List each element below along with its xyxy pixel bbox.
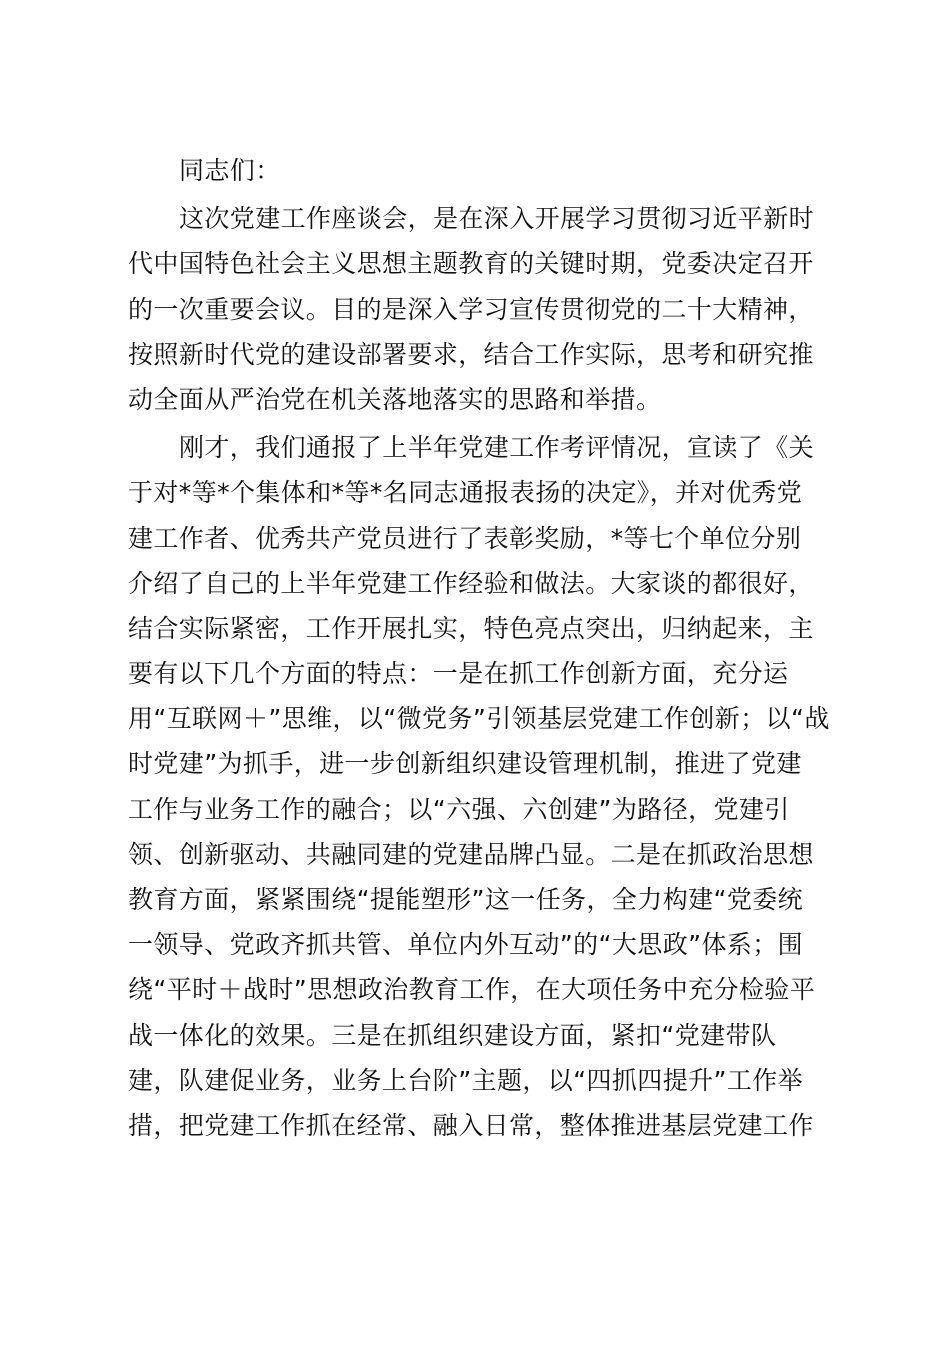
paragraph-line: 这次党建工作座谈会，是在深入开展学习贯彻习近平新时 [179,204,815,234]
paragraph-line: 于对*等*个集体和*等*名同志通报表扬的决定》，并对优秀党 [128,478,803,508]
paragraph-line: 动全面从严治党在机关落地落实的思路和举措。 [128,384,662,414]
paragraph-line: 结合实际紧密，工作开展扎实，特色亮点突出，归纳起来，主 [128,613,814,643]
paragraph-line: 工作与业务工作的融合；以“六强、六创建”为路径，党建引 [128,794,790,824]
paragraph-line: 建，队建促业务，业务上台阶”主题，以“四抓四提升”工作举 [128,1065,804,1095]
paragraph-line: 刚才，我们通报了上半年党建工作考评情况，宣读了《关 [179,433,815,463]
paragraph-line: 的一次重要会议。目的是深入学习宣传贯彻党的二十大精神， [128,294,814,324]
document-body [128,148,828,1148]
paragraph-line: 要有以下几个方面的特点：一是在抓工作创新方面，充分运 [128,659,789,689]
paragraph-line: 一领导、党政齐抓共管、单位内外互动”的“大思政”体系；围 [128,930,804,960]
paragraph-line: 用“互联网＋”思维，以“微党务”引领基层党建工作创新；以“战 [128,704,830,734]
paragraph-line: 时党建”为抓手，进一步创新组织建设管理机制，推进了党建 [128,749,802,779]
paragraph-line: 绕“平时＋战时”思想政治教育工作，在大项任务中充分检验平 [128,975,816,1005]
paragraph-review [128,425,828,1148]
paragraph-line: 领、创新驱动、共融同建的党建品牌凸显。二是在抓政治思想 [128,839,814,869]
paragraph-line: 按照新时代党的建设部署要求，结合工作实际，思考和研究推 [128,339,814,369]
paragraph-line: 介绍了自己的上半年党建工作经验和做法。大家谈的都很好， [128,568,814,598]
salutation: 同志们： [179,156,281,185]
paragraph-line: 代中国特色社会主义思想主题教育的关键时期，党委决定召开 [128,249,814,279]
paragraph-line: 建工作者、优秀共产党员进行了表彰奖励，*等七个单位分别 [128,523,802,553]
paragraph-line: 教育方面，紧紧围绕“提能塑形”这一任务，全力构建“党委统 [128,885,804,914]
paragraph-line: 战一体化的效果。三是在抓组织建设方面，紧扣“党建带队 [128,1020,777,1050]
paragraph-opening [128,196,828,422]
paragraph-line: 措，把党建工作抓在经常、融入日常，整体推进基层党建工作 [128,1110,814,1140]
